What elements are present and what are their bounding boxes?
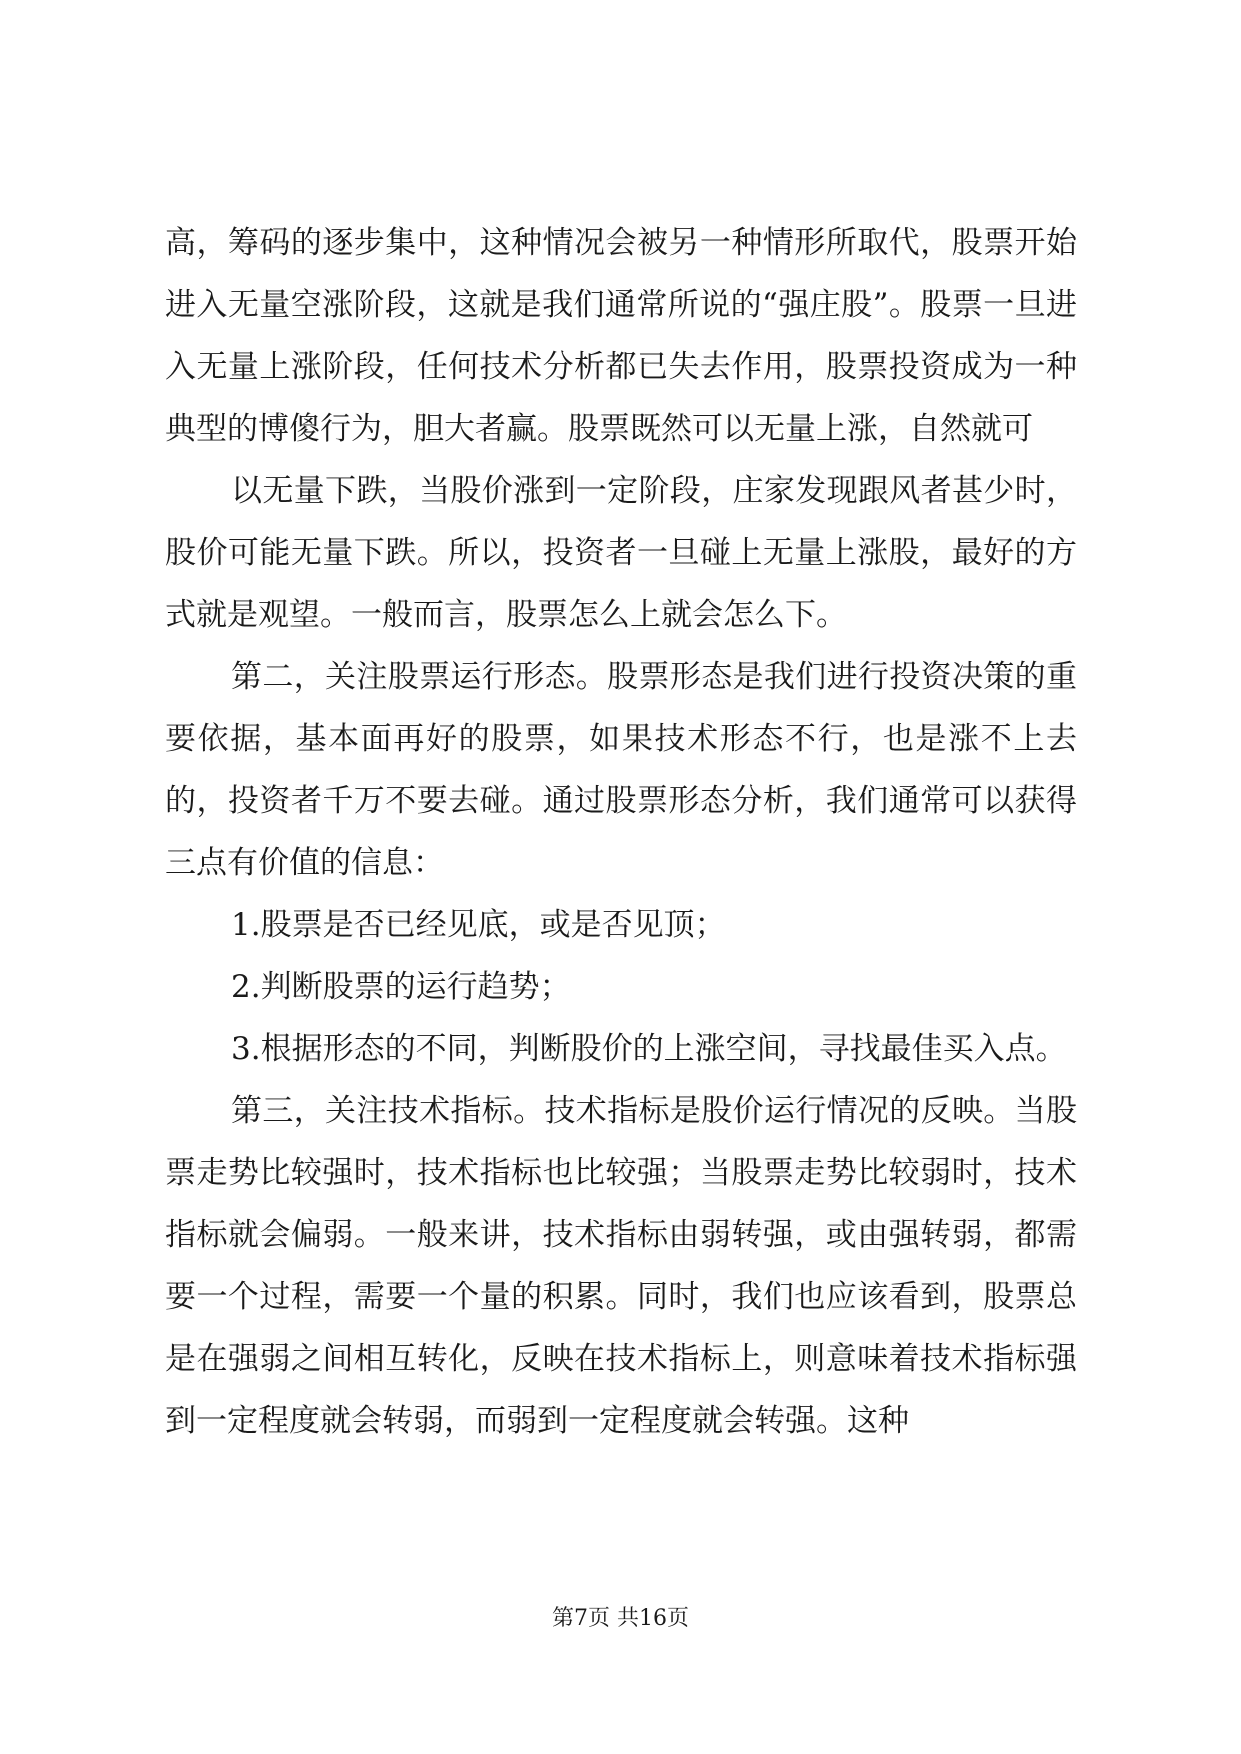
paragraph-wuliang-xiadie: 以无量下跌，当股价涨到一定阶段，庄家发现跟风者甚少时，股价可能无量下跌。所以，投资者一旦碰上无量上涨股，最好的方式就是观望。一般而言，股票怎么上就会怎么下。 xyxy=(165,473,1077,633)
paragraph-point-three: 第三，关注技术指标。技术指标是股价运行情况的反映。当股票走势比较强时，技术指标也比较强；当股票走势比较弱时，技术指标就会偏弱。一般来讲，技术指标由弱转强，或由强转弱，都需要一个过程，需要一个量的积累。同时，我们也应该看到，股票总是在强弱之间相互转化，反映在技术指标上，则意味着技术指标强到一定程度就会转弱，而弱到一定程度就会转强。这种 xyxy=(165,1093,1077,1439)
list-item-2: 2.判断股票的运行趋势； xyxy=(231,969,571,1005)
list-item-1: 1.股票是否已经见底，或是否见顶； xyxy=(231,907,726,943)
paragraph-point-two: 第二，关注股票运行形态。股票形态是我们进行投资决策的重要依据，基本面再好的股票，如果技术形态不行，也是涨不上去的，投资者千万不要去碰。通过股票形态分析，我们通常可以获得三点有价值的信息： xyxy=(165,659,1077,881)
list-item-3: 3.根据形态的不同，判断股价的上涨空间，寻找最佳买入点。 xyxy=(231,1031,1067,1067)
document-body xyxy=(165,212,1077,1452)
paragraph-continuation: 高，筹码的逐步集中，这种情况会被另一种情形所取代，股票开始进入无量空涨阶段，这就是我们通常所说的“强庄股”。股票一旦进入无量上涨阶段，任何技术分析都已失去作用，股票投资成为一种典型的博傻行为，胆大者赢。股票既然可以无量上涨，自然就可 xyxy=(165,225,1077,447)
page-footer: 第7页 共16页 xyxy=(552,1606,689,1631)
